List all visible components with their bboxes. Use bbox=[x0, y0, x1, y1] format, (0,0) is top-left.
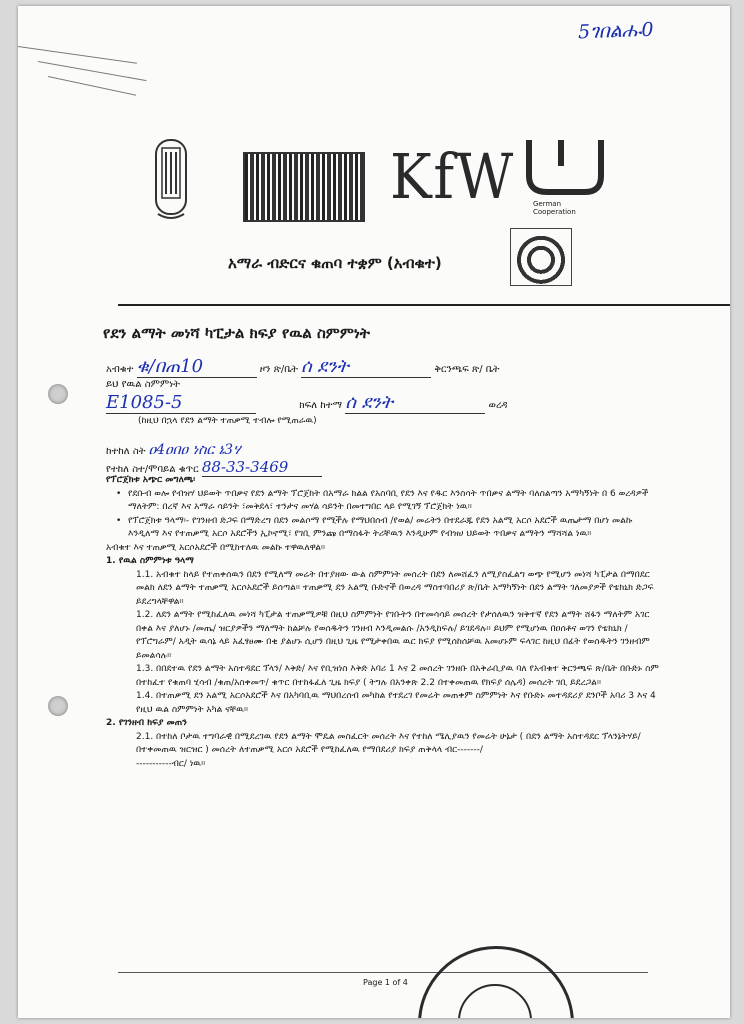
project-description-bullet: • የደቡብ ወሎ የብዝሃ ህይወት ጥበቃና የደን ልማት ፕሮጀክት በአማራ ክልል የአስባቢ የደን እና የዱር እንስሳት ጥበቃና ልማት ባለስልጣን አማካኝነት በ 6 ወረዳዎች ማለትም: በረኛ እና አማራ ሳይንት ፣መቅደላ፣ ተንታና መሃል ሳይንት በመተግበር ላይ የሚገኝ ፕሮጀክት ነዉ። bbox=[106, 488, 666, 515]
phone-value: 88-33-3469 bbox=[202, 458, 322, 477]
clause-2-1-end: -----------ብር/ ነዉ። bbox=[136, 758, 206, 769]
branch-value: ቁ/በጠ10 bbox=[137, 356, 257, 378]
handwritten-page-note: 5ገበልሑ0 bbox=[577, 18, 654, 44]
district-field-row bbox=[106, 392, 507, 414]
clause-1-4: 1.4. በተጠቃሚ ደን አልሚ አርሶአደሮች እና በአካባቢዉ ማህበረሰብ መካከል የተደረገ የመሬት መጠቀም ስምምነት እና የቡድኑ መተዳደሪያ ደንቦች አባሪ 3 እና 4 የዚህ ዉል ስምምነት አካል ናቸዉ። bbox=[136, 691, 656, 715]
beneficiary-note: (ከዚህ በኋላ የደን ልማት ተጠቃሚ ተብሎ የሚጠራዉ) bbox=[138, 416, 317, 426]
stamp-emblem bbox=[458, 984, 532, 1018]
agreement-intro: አብቁተ እና ተጠቃሚ አርሶአደሮች በሚከተለዉ መልኩ ተዋዉለዋል። bbox=[106, 542, 326, 553]
contract-no-row bbox=[106, 379, 180, 390]
scan-edge-line bbox=[48, 76, 136, 96]
zone-label: ዞን ጽ/ቤት bbox=[259, 364, 298, 375]
project-heading: የፕሮጀክቱ አጭር መግለጫ፡ bbox=[106, 475, 196, 485]
page-number: Page 1 of 4 bbox=[363, 978, 408, 987]
document-page bbox=[18, 6, 730, 1018]
kfw-logo: KfW bbox=[389, 140, 516, 213]
woreda-label: ወረዳ bbox=[488, 400, 508, 411]
contract-no-value: E1085-5 bbox=[106, 392, 256, 414]
section-2-heading: 2. የገንዘብ ክፍያ መጠን bbox=[106, 718, 187, 728]
punch-hole bbox=[48, 696, 68, 716]
footer-divider bbox=[118, 972, 648, 973]
sub-branch-label: ቅርንጫፍ ጽ/ ቤት bbox=[434, 364, 500, 375]
branch-field-row bbox=[106, 356, 499, 378]
german-cooperation-text: German Cooperation bbox=[533, 200, 576, 216]
header-divider bbox=[118, 304, 730, 306]
german-cooperation-logo bbox=[525, 136, 605, 216]
acsi-round-logo bbox=[510, 228, 572, 286]
clause-1-3: 1.3. በበደተዉ የደን ልማት አስተዳደር ፕላን/ እቅድ/ እና የቢዝነስ እቅድ አባሪ 1 እና 2 መሰረት ገንዘቡ በአቅራቢያዉ ባለ የአብቁተ ቅርንጫፍ ጽ/ቤት በቡድኑ ስም በተከፈተ የቁጠባ ሂሳብ /ቁጠ/አስቀመጥ/ ቁጥር በተከፋፈለ ጊዜ ክፍያ ( ትግሉ በአንቀጽ 2.2 በተቀመጠዉ የክፍያ ሰሌዳ) መሰረት ገቢ ይደረጋል። bbox=[136, 664, 659, 688]
branch-label: አብቁተ bbox=[106, 364, 134, 375]
punch-hole bbox=[48, 384, 68, 404]
kebele-label: ከተከለ ስት bbox=[106, 446, 146, 457]
acsi-barcode-logo bbox=[243, 152, 365, 222]
header-logos bbox=[133, 134, 613, 234]
contract-body bbox=[106, 474, 666, 771]
district-label: ክፍለ ከተማ bbox=[299, 400, 343, 411]
kebele-value: ዐ4ዐበዐ ነስር ኔ3ሃ bbox=[148, 442, 241, 458]
kebele-field-row bbox=[106, 442, 241, 458]
official-stamp bbox=[418, 946, 574, 1018]
clause-2-1: 2.1. በተከለ ቦታዉ ተግባራዊ በሚደረገዉ የደን ልማት ሞዴል መስፈርት መሰረት እና የተከለ ሜሊያዉን የመሬት ሁኔታ ( በደን ልማት አስተዳደር ፕላንኔትሃይ/ በተቀመጠዉ ዝርዝር ) መሰረት ለተጠቃሚ አርሶ አደሮች የሚከፈለዉ የማበደሪያ ክፍያ ጠቅላላ ብር-------/ bbox=[136, 731, 641, 755]
clause-1-2: 1.2. ለደን ልማት የሚከፈለዉ መነሻ ካፒታል ተጠቃሚዎቹ በዚህ ስምምነት የገቡትን በተመሳሳይ መሰረት የታሰለዉን ዝቅተኛ የደን ልማት ሸፋን ማለትም አገር በቀል እና ያለሆኑ /መጤ/ ዝርያዎችን ማለማት ከልቻሉ የወሰዱትን ገንዘብ እንዲመልሱ /አንዲከፍሉ/ ይገደዳሉ። ይህም የሚሆነዉ በዐሰቶና ወገን የቴክኒክ /የፕሮግራም/ አዲት ዉሳኔ ላይ አፈፃፀሙ በቂ ያልሆኑ ሲሆን በዚህ ጊዜ የሚታቀበዉ ዉር ክፍያ የሚሰከሰቻዉ አመሆኑም ፍላገር ከዚህ በፊት የወሰዱትን ገንዘብም ይመልሳሉ። bbox=[136, 610, 650, 661]
scan-edge-line bbox=[18, 46, 137, 64]
organization-title: አማራ ብድርና ቁጠባ ተቋም (አብቁተ) bbox=[228, 254, 442, 272]
document-title: የደን ልማት መነሻ ካፒታል ክፍያ የዉል ስምምነት bbox=[103, 324, 370, 342]
amhara-emblem-logo bbox=[148, 134, 194, 224]
contract-no-label: ይህ የዉል ስምምነት bbox=[106, 379, 180, 390]
zone-value: ሰ ደንት bbox=[301, 356, 431, 378]
clause-1-1: 1.1. አብቁተ ከላይ የተጠቀሰዉን በደን የሚለማ መሬት በተያዘው ውል ስምምነት መሰረት በደን ለመሸፈን ለሚያስፈልግ ወጭ የሚሆን መነሻ ካፒታል በማበደር መልክ ለደን ልማት ተጠቃሚ አርሶአደሮች ይሰጣል። ተጠቃሚ ደን አልሚ ቡድኖች በወረዳ ማስተባበሪያ ጽ/ቤት አማካኝነት በደን ልማት ገለመያዎች የቴክኒክ ድጋፍ ይደረግላቸዋል። bbox=[136, 569, 654, 607]
district-value: ሰ ደንት bbox=[345, 392, 485, 414]
section-1-heading: 1. የዉል ስምምነቱ ዓላማ bbox=[106, 556, 194, 566]
project-objective-bullet: • የፕሮጀክቱ ዓላማ፡- የገንዘብ ድጋፍ በማድረግ በደን መልሶማ የሚችሉ የማህበሰብ /የወል/ መሬትን በተደራጁ የደን አልሚ አርሶ አደሮች ዉጤታማ በሆነ መልኩ እንዲለማ እና የተጠቃሚ አርሶ አደሮችን ኢኮኖሚ፣ የገቢ ምንጩ በማስፋት ትሪቸዉን እንዲሁም የብዝሀ ህይወት ጥበቃና ልማትን ማሻሻል ነዉ። bbox=[106, 515, 666, 542]
phone-label: የተከለ ስተ/ሞባይል ቁጥር bbox=[106, 464, 199, 475]
